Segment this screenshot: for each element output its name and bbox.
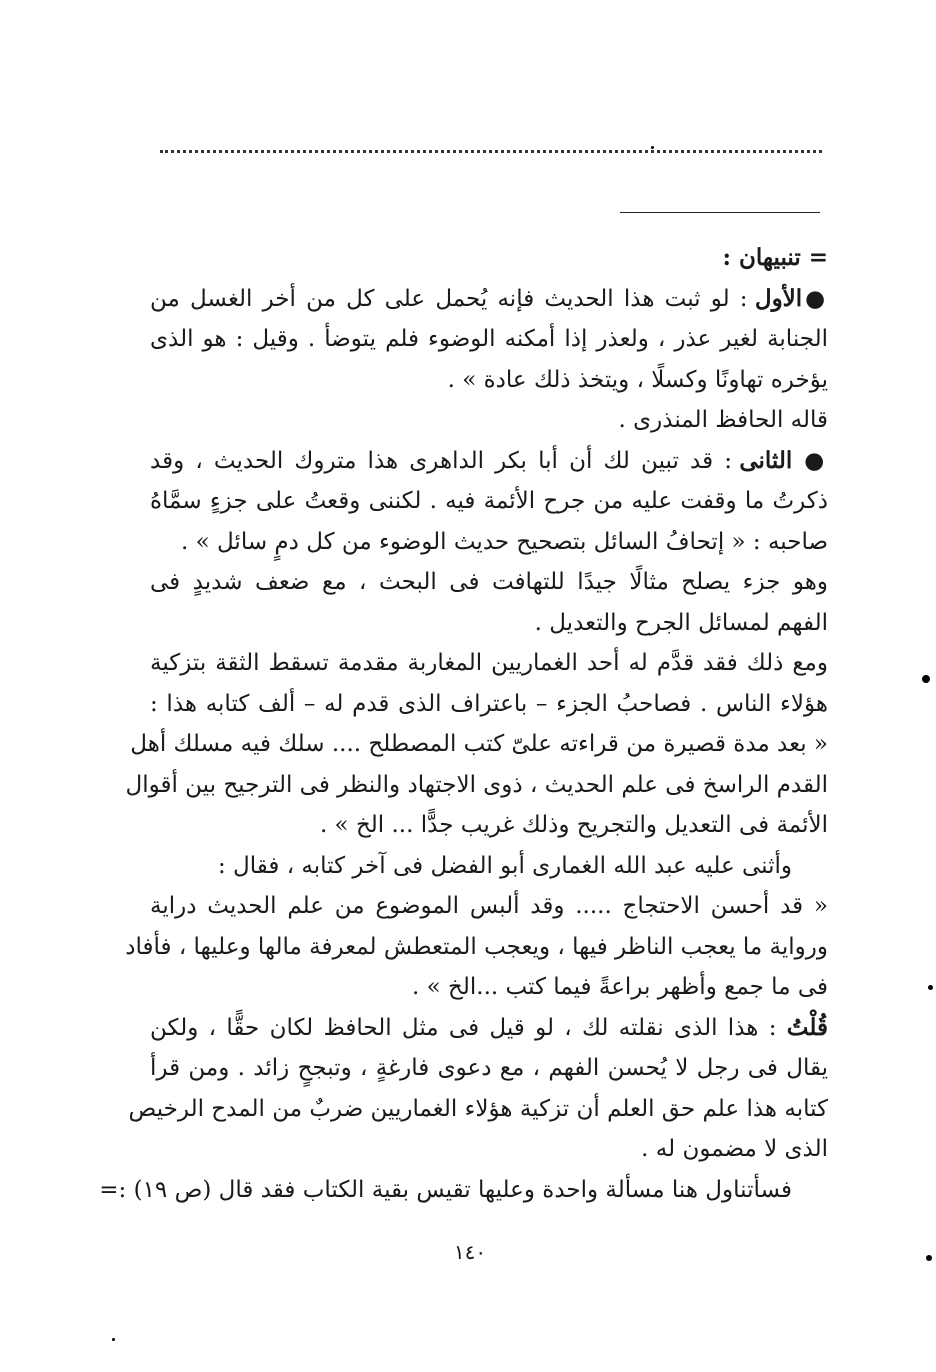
- p4-line-4: القدم الراسخ فى علم الحديث ، ذوى الاجتهاد والنظر فى الترجيح بين أقوال: [125, 771, 828, 798]
- scan-speck: [112, 1338, 115, 1341]
- p6-line-4: الذى لا مضمون له .: [641, 1136, 828, 1162]
- scan-speck: [928, 985, 933, 990]
- p5-line-4: فى ما جمع وأظهر براعةً فيما كتب ...الخ » .: [412, 974, 828, 1000]
- p4-line-2: هؤلاء الناس . فصاحبُ الجزء – باعتراف الذى قدم له – ألف كتابه هذا :: [150, 690, 828, 717]
- p1-line-2: الجنابة لغير عذر ، ولعذر إذا أمكنه الوضوء فلم يتوضأ . وقيل : هو الذى: [150, 326, 828, 352]
- p1b-line: قاله الحافظ المنذرى .: [618, 407, 828, 433]
- p7-line: فسأتناول هنا مسألة واحدة وعليها تقيس بقية الكتاب فقد قال (ص ١٩) :=: [99, 1176, 792, 1203]
- p6-label: قُلْتُ: [786, 1013, 828, 1041]
- p4-line-5: الأئمة فى التعديل والتجريح وذلك غريب جدًّا ... الخ » .: [319, 812, 828, 838]
- footnote-rule: [620, 212, 820, 213]
- p2-label: ● الثانى: [739, 446, 829, 474]
- p2-line-3: صاحبه : « إتحافُ السائل بتصحيح حديث الوضوء من كل دمٍ سائل » .: [181, 528, 828, 555]
- p1-line-3: يؤخره تهاونًا وكسلًا ، ويتخذ ذلك عادة » .: [447, 366, 828, 393]
- p3-line-1: وهو جزء يصلح مثالًا جيدًا للتهافت فى البحث ، مع ضعف شديدٍ فى: [150, 569, 828, 595]
- p6-line-1: قُلْتُ : هذا الذى نقلته لك ، لو قيل فى مثل الحافظ لكان حقًّا ، ولكن: [150, 1013, 828, 1041]
- p5-line-1: وأثنى عليه عبد الله الغمارى أبو الفضل فى آخر كتابه ، فقال :: [217, 852, 792, 879]
- body-text: [99, 238, 829, 1210]
- p1-label: ●الأول: [754, 284, 828, 312]
- scan-speck: [651, 146, 654, 149]
- page-number: ١٤٠: [453, 1240, 487, 1264]
- p2-line-1: ● الثانى : قد تبين لك أن أبا بكر الداهرى هذا متروك الحديث ، وقد: [150, 446, 829, 474]
- p5-line-2: « قد أحسن الاحتجاج ..... وقد ألبس الموضوع من علم الحديث دراية: [150, 893, 828, 919]
- p6-line-2: يقال فى رجل لا يُحسن الفهم ، مع دعوى فارغةٍ ، وتبجحٍ زائد . ومن قرأ: [150, 1055, 828, 1081]
- p1-line-1: ●الأول : لو ثبت هذا الحديث فإنه يُحمل على كل من أخر الغسل من: [150, 284, 828, 312]
- p2-line-2: ذكرتُ ما وقفت عليه من جرح الأئمة فيه . لكننى وقعتُ على جزءٍ سمَّاهُ: [150, 488, 828, 514]
- heading: = تنبيهان :: [722, 244, 828, 271]
- scan-speck: [926, 1255, 932, 1261]
- scan-speck: [922, 675, 930, 683]
- p4-line-3: « بعد مدة قصيرة من قراءته علىّ كتب المصطلح .... سلك فيه مسلك أهل: [130, 731, 828, 757]
- p6-line-3: كتابه هذا علم حق العلم أن تزكية هؤلاء الغماريين ضربٌ من المدح الرخيص: [128, 1095, 828, 1122]
- dotted-separator: [160, 150, 822, 153]
- p4-line-1: ومع ذلك فقد قدَّم له أحد الغماريين المغاربة مقدمة تسقط الثقة بتزكية: [150, 650, 828, 676]
- p5-line-3: ورواية ما يعجب الناظر فيها ، ويعجب المتعطش لمعرفة مالها وعليها ، فأفاد: [125, 933, 828, 960]
- p3-line-2: الفهم لمسائل الجرح والتعديل .: [534, 609, 828, 636]
